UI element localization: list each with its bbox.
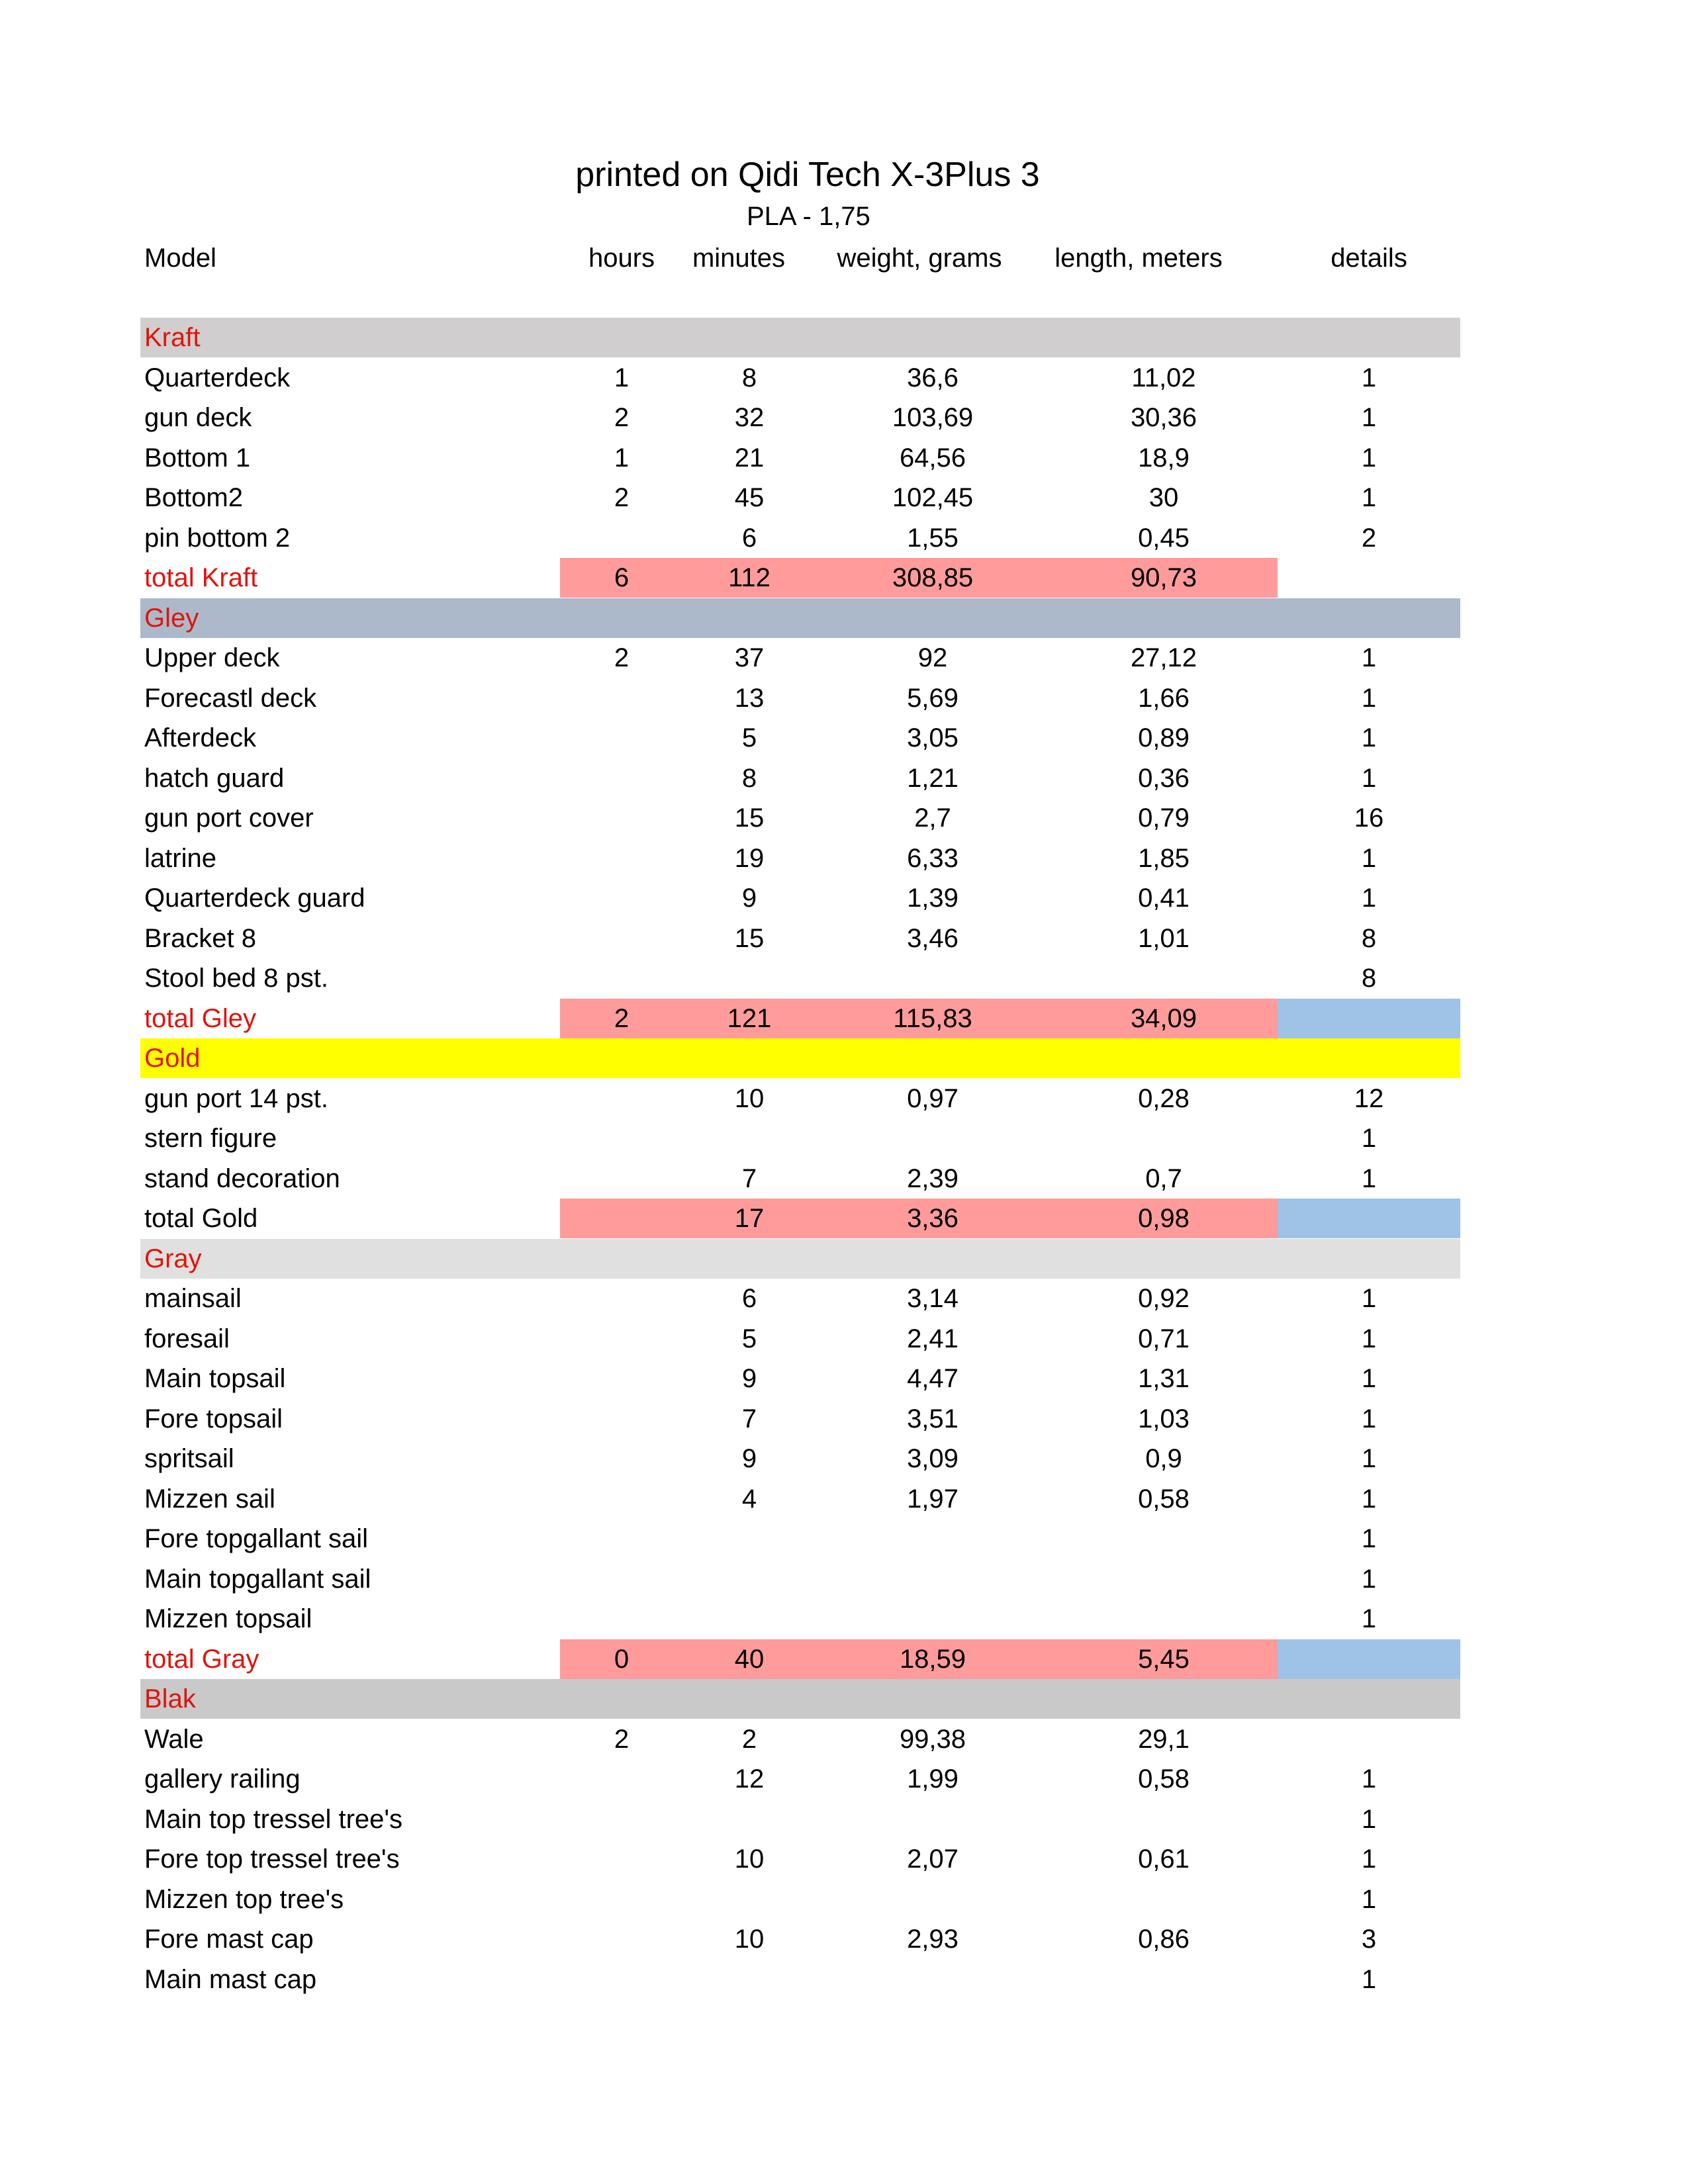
cell-length: 1,03: [1138, 1404, 1190, 1433]
cell-weight: 2,93: [907, 1925, 959, 1954]
table-row: [0, 1960, 1688, 1999]
table-row: [0, 638, 1688, 678]
cell-hours: [560, 1479, 683, 1519]
cell-length: [1050, 1599, 1278, 1639]
cell-model: Bottom2: [144, 483, 243, 512]
cell-weight: 3,14: [907, 1284, 959, 1313]
cell-minutes: 6: [741, 523, 757, 553]
cell-details: 1: [1361, 643, 1377, 672]
cell-weight: 3,51: [907, 1404, 959, 1433]
cell-hours: 2: [614, 1003, 630, 1033]
cell-model: Afterdeck: [144, 723, 256, 752]
cell-model: gun port cover: [144, 803, 314, 833]
cell-hours: [560, 1559, 683, 1599]
cell-weight: [816, 1118, 1050, 1158]
cell-length: 0,45: [1138, 523, 1190, 553]
cell-weight: 3,05: [907, 723, 959, 752]
cell-details: 1: [1361, 1324, 1377, 1353]
cell-hours: [560, 1439, 683, 1479]
cell-model: Bottom 1: [144, 443, 251, 473]
cell-hours: 2: [614, 403, 630, 432]
total-row: [0, 1639, 1688, 1679]
table-row: [0, 1359, 1688, 1398]
cell-model: stern figure: [144, 1124, 277, 1153]
cell-length: [1050, 1559, 1278, 1599]
cell-hours: [560, 1799, 683, 1839]
cell-hours: [560, 798, 683, 838]
cell-hours: [560, 839, 683, 878]
cell-model: Mizzen topsail: [144, 1604, 312, 1633]
cell-weight: 3,46: [907, 923, 959, 953]
cell-minutes: 9: [741, 884, 757, 913]
cell-details: [1278, 1639, 1460, 1679]
cell-length: 0,89: [1138, 723, 1190, 752]
table-row: [0, 1319, 1688, 1359]
cell-weight: 1,55: [907, 523, 959, 553]
cell-model: Fore topsail: [144, 1404, 283, 1433]
cell-weight: 103,69: [892, 403, 974, 432]
table-row: [0, 1919, 1688, 1959]
cell-details: 1: [1361, 1364, 1377, 1393]
cell-length: 0,61: [1138, 1844, 1190, 1874]
cell-minutes: 21: [734, 443, 765, 473]
cell-minutes: 8: [741, 363, 757, 392]
cell-minutes: 15: [734, 923, 765, 953]
group-label: Gray: [144, 1244, 202, 1273]
cell-minutes: 4: [741, 1484, 757, 1514]
cell-model: total Kraft: [144, 563, 258, 592]
cell-details: 1: [1361, 843, 1377, 873]
cell-details: 1: [1361, 1124, 1377, 1153]
cell-model: Fore mast cap: [144, 1925, 314, 1954]
cell-details: 1: [1361, 363, 1377, 392]
header-hours: hours: [588, 244, 655, 273]
cell-weight: [816, 1960, 1050, 1999]
table-row: [0, 1799, 1688, 1839]
cell-details: 8: [1361, 964, 1377, 993]
cell-weight: [816, 1880, 1050, 1919]
page-title: [0, 154, 1615, 196]
cell-model: spritsail: [144, 1444, 234, 1473]
cell-details: 1: [1361, 1884, 1377, 1914]
cell-minutes: 2: [741, 1724, 757, 1754]
cell-model: Main topgallant sail: [144, 1564, 371, 1594]
cell-model: Wale: [144, 1724, 204, 1754]
cell-hours: 2: [614, 483, 630, 512]
table-row: [0, 758, 1688, 798]
cell-length: 5,45: [1138, 1644, 1190, 1674]
cell-weight: 18,59: [899, 1644, 966, 1674]
cell-hours: [560, 1839, 683, 1879]
table-row: [0, 398, 1688, 437]
cell-length: 0,7: [1145, 1163, 1182, 1193]
cell-details: [1278, 1199, 1460, 1238]
cell-model: Upper deck: [144, 643, 280, 672]
cell-weight: 64,56: [899, 443, 966, 473]
cell-hours: 1: [614, 363, 630, 392]
header-minutes: minutes: [692, 244, 786, 273]
cell-minutes: 37: [734, 643, 765, 672]
table-row: [0, 958, 1688, 998]
cell-minutes: [683, 1799, 816, 1839]
cell-details: 12: [1354, 1083, 1384, 1113]
cell-model: Main top tressel tree's: [144, 1804, 403, 1834]
table-row: [0, 878, 1688, 918]
cell-details: 1: [1361, 763, 1377, 793]
cell-model: latrine: [144, 843, 216, 873]
cell-length: 18,9: [1138, 443, 1190, 473]
cell-details: 2: [1361, 523, 1377, 553]
cell-details: 1: [1361, 1404, 1377, 1433]
cell-length: 0,71: [1138, 1324, 1190, 1353]
cell-model: Main mast cap: [144, 1964, 317, 1994]
cell-details: 1: [1361, 723, 1377, 752]
cell-hours: 2: [614, 1724, 630, 1754]
table-row: [0, 798, 1688, 838]
cell-model: Mizzen top tree's: [144, 1884, 344, 1914]
cell-model: hatch guard: [144, 763, 285, 793]
cell-weight: 92: [917, 643, 948, 672]
cell-details: 1: [1361, 1163, 1377, 1193]
cell-length: 11,02: [1131, 363, 1196, 392]
cell-hours: 0: [614, 1644, 630, 1674]
cell-weight: 2,39: [907, 1163, 959, 1193]
header-model: Model: [144, 244, 216, 273]
table-row: [0, 1719, 1688, 1759]
cell-hours: [560, 1599, 683, 1639]
cell-minutes: 10: [734, 1925, 765, 1954]
table-row: [0, 1159, 1688, 1199]
cell-hours: [560, 1880, 683, 1919]
cell-details: 1: [1361, 1564, 1377, 1594]
cell-details: [1278, 999, 1460, 1038]
cell-weight: 5,69: [907, 683, 959, 713]
cell-details: [1278, 1719, 1460, 1759]
cell-hours: [560, 1159, 683, 1199]
cell-hours: [560, 878, 683, 918]
table-row: [0, 839, 1688, 878]
cell-hours: [560, 1118, 683, 1158]
cell-minutes: [683, 958, 816, 998]
cell-hours: [560, 1319, 683, 1359]
cell-minutes: 10: [734, 1083, 765, 1113]
table-row: [0, 1759, 1688, 1799]
cell-details: [1278, 558, 1460, 598]
cell-model: Mizzen sail: [144, 1484, 275, 1514]
cell-minutes: [683, 1559, 816, 1599]
cell-length: 0,86: [1138, 1925, 1190, 1954]
cell-length: 1,85: [1138, 843, 1190, 873]
cell-weight: 115,83: [893, 1003, 972, 1033]
table-row: [0, 1279, 1688, 1318]
cell-model: gallery railing: [144, 1764, 301, 1794]
table-row: [0, 1118, 1688, 1158]
cell-weight: 3,09: [907, 1444, 959, 1473]
cell-weight: 2,07: [907, 1844, 959, 1874]
cell-length: 0,28: [1138, 1083, 1190, 1113]
cell-hours: [560, 958, 683, 998]
column-header-row: [0, 238, 1688, 278]
cell-details: 1: [1361, 1804, 1377, 1834]
cell-hours: 6: [614, 563, 630, 592]
cell-length: 30,36: [1130, 403, 1197, 432]
page-title-text: printed on Qidi Tech X-3Plus 3: [575, 156, 1040, 194]
cell-details: 1: [1361, 1604, 1377, 1633]
table-row: [0, 1839, 1688, 1879]
total-row: [0, 558, 1688, 598]
table-row: [0, 919, 1688, 958]
cell-model: pin bottom 2: [144, 523, 291, 553]
group-header-row: [0, 598, 1688, 638]
table-row: [0, 1079, 1688, 1118]
header-length: length, meters: [1055, 244, 1223, 273]
group-header-row: [0, 318, 1688, 357]
cell-length: 0,98: [1138, 1204, 1190, 1233]
cell-hours: [560, 518, 683, 558]
group-label: Gold: [144, 1044, 201, 1073]
cell-details: 16: [1354, 803, 1384, 833]
cell-details: 1: [1361, 1444, 1377, 1473]
cell-hours: [560, 919, 683, 958]
cell-minutes: 7: [741, 1404, 757, 1433]
table-row: [0, 678, 1688, 718]
group-label: Blak: [144, 1684, 196, 1713]
cell-minutes: 40: [734, 1644, 765, 1674]
cell-model: Fore topgallant sail: [144, 1524, 368, 1553]
cell-weight: [816, 958, 1050, 998]
table-row: [0, 1479, 1688, 1519]
cell-details: 1: [1361, 1524, 1377, 1553]
cell-details: 1: [1361, 683, 1377, 713]
table-row: [0, 438, 1688, 478]
cell-minutes: 13: [734, 683, 765, 713]
cell-minutes: 112: [728, 563, 771, 592]
material-subtitle: PLA - 1,75: [747, 202, 870, 231]
cell-minutes: [683, 1880, 816, 1919]
cell-length: 1,01: [1138, 923, 1190, 953]
cell-weight: 102,45: [892, 483, 974, 512]
cell-length: 29,1: [1138, 1724, 1190, 1754]
cell-model: stand decoration: [144, 1163, 340, 1193]
cell-length: 27,12: [1130, 643, 1197, 672]
cell-model: Quarterdeck guard: [144, 884, 365, 913]
cell-length: 30: [1149, 483, 1179, 512]
cell-minutes: 45: [734, 483, 765, 512]
header-weight: weight, grams: [837, 244, 1002, 273]
group-header-row: [0, 1679, 1688, 1719]
cell-length: 0,41: [1138, 884, 1190, 913]
cell-length: [1050, 1118, 1278, 1158]
table-row: [0, 1439, 1688, 1479]
cell-hours: [560, 678, 683, 718]
cell-weight: 99,38: [899, 1724, 966, 1754]
cell-minutes: 19: [734, 843, 765, 873]
cell-model: gun deck: [144, 403, 252, 432]
header-details: details: [1331, 244, 1407, 273]
cell-weight: 2,7: [914, 803, 951, 833]
table-row: [0, 1599, 1688, 1639]
cell-model: Bracket 8: [144, 923, 256, 953]
cell-length: 0,58: [1138, 1484, 1190, 1514]
cell-details: 8: [1361, 923, 1377, 953]
group-label: Gley: [144, 603, 199, 633]
cell-length: 34,09: [1130, 1003, 1197, 1033]
cell-hours: [560, 1359, 683, 1398]
table-row: [0, 478, 1688, 518]
cell-weight: [816, 1519, 1050, 1559]
cell-weight: 4,47: [907, 1364, 959, 1393]
cell-minutes: 32: [734, 403, 765, 432]
cell-weight: 1,21: [907, 763, 959, 793]
cell-weight: 2,41: [907, 1324, 959, 1353]
cell-length: 1,66: [1138, 683, 1190, 713]
cell-hours: [560, 1759, 683, 1799]
cell-model: total Gray: [144, 1644, 259, 1674]
cell-length: 0,79: [1138, 803, 1190, 833]
cell-details: 1: [1361, 483, 1377, 512]
cell-minutes: 5: [741, 723, 757, 752]
total-row: [0, 1199, 1688, 1238]
cell-weight: [816, 1559, 1050, 1599]
cell-details: 1: [1361, 1284, 1377, 1313]
cell-details: 1: [1361, 403, 1377, 432]
group-label: Kraft: [144, 323, 201, 352]
table-row: [0, 518, 1688, 558]
cell-model: Forecastl deck: [144, 683, 317, 713]
table-row: [0, 718, 1688, 758]
cell-model: Stool bed 8 pst.: [144, 964, 328, 993]
cell-hours: 1: [614, 443, 630, 473]
table-row: [0, 1399, 1688, 1439]
cell-model: Fore top tressel tree's: [144, 1844, 400, 1874]
cell-length: [1050, 1960, 1278, 1999]
cell-hours: [560, 1919, 683, 1959]
cell-weight: 0,97: [907, 1083, 959, 1113]
cell-weight: [816, 1799, 1050, 1839]
cell-length: [1050, 1519, 1278, 1559]
cell-length: 1,31: [1138, 1364, 1190, 1393]
cell-details: 1: [1361, 1844, 1377, 1874]
cell-hours: [560, 1399, 683, 1439]
cell-hours: [560, 1960, 683, 1999]
cell-details: 1: [1361, 443, 1377, 473]
cell-hours: [560, 1279, 683, 1318]
cell-length: [1050, 1799, 1278, 1839]
table-row: [0, 1880, 1688, 1919]
cell-length: [1050, 958, 1278, 998]
table-row: [0, 1519, 1688, 1559]
cell-hours: [560, 1519, 683, 1559]
cell-minutes: 6: [741, 1284, 757, 1313]
cell-minutes: [683, 1519, 816, 1559]
cell-model: total Gley: [144, 1003, 256, 1033]
cell-length: 0,9: [1145, 1444, 1182, 1473]
cell-model: Main topsail: [144, 1364, 286, 1393]
cell-weight: 1,99: [907, 1764, 959, 1794]
cell-model: Quarterdeck: [144, 363, 291, 392]
cell-weight: 1,97: [907, 1484, 959, 1514]
cell-model: total Gold: [144, 1204, 258, 1233]
cell-length: 0,58: [1138, 1764, 1190, 1794]
cell-details: 1: [1361, 1764, 1377, 1794]
group-header-row: [0, 1038, 1688, 1078]
cell-minutes: 15: [734, 803, 765, 833]
cell-minutes: 17: [734, 1204, 765, 1233]
cell-hours: [560, 718, 683, 758]
cell-details: 1: [1361, 1964, 1377, 1994]
cell-minutes: [683, 1960, 816, 1999]
total-row: [0, 999, 1688, 1038]
cell-details: 1: [1361, 1484, 1377, 1514]
cell-minutes: 8: [741, 763, 757, 793]
cell-length: [1050, 1880, 1278, 1919]
cell-details: 3: [1361, 1925, 1377, 1954]
cell-weight: 36,6: [907, 363, 959, 392]
cell-length: 0,92: [1138, 1284, 1190, 1313]
cell-minutes: [683, 1599, 816, 1639]
cell-weight: 1,39: [907, 884, 959, 913]
cell-weight: [816, 1599, 1050, 1639]
cell-minutes: 10: [734, 1844, 765, 1874]
cell-weight: 6,33: [907, 843, 959, 873]
cell-length: 90,73: [1130, 563, 1197, 592]
cell-length: 0,36: [1138, 763, 1190, 793]
cell-weight: 308,85: [892, 563, 974, 592]
cell-model: gun port 14 pst.: [144, 1083, 328, 1113]
cell-minutes: [683, 1118, 816, 1158]
cell-minutes: 9: [741, 1444, 757, 1473]
cell-minutes: 9: [741, 1364, 757, 1393]
cell-model: foresail: [144, 1324, 230, 1353]
cell-hours: 2: [614, 643, 630, 672]
cell-minutes: 5: [741, 1324, 757, 1353]
cell-minutes: 12: [734, 1764, 765, 1794]
table-row: [0, 358, 1688, 398]
cell-weight: 3,36: [907, 1204, 959, 1233]
cell-model: mainsail: [144, 1284, 242, 1313]
cell-hours: [560, 1079, 683, 1118]
cell-hours: [560, 1199, 683, 1238]
cell-minutes: 121: [727, 1003, 772, 1033]
cell-details: 1: [1361, 884, 1377, 913]
group-header-row: [0, 1239, 1688, 1279]
cell-minutes: 7: [741, 1163, 757, 1193]
cell-hours: [560, 758, 683, 798]
table-row: [0, 1559, 1688, 1599]
